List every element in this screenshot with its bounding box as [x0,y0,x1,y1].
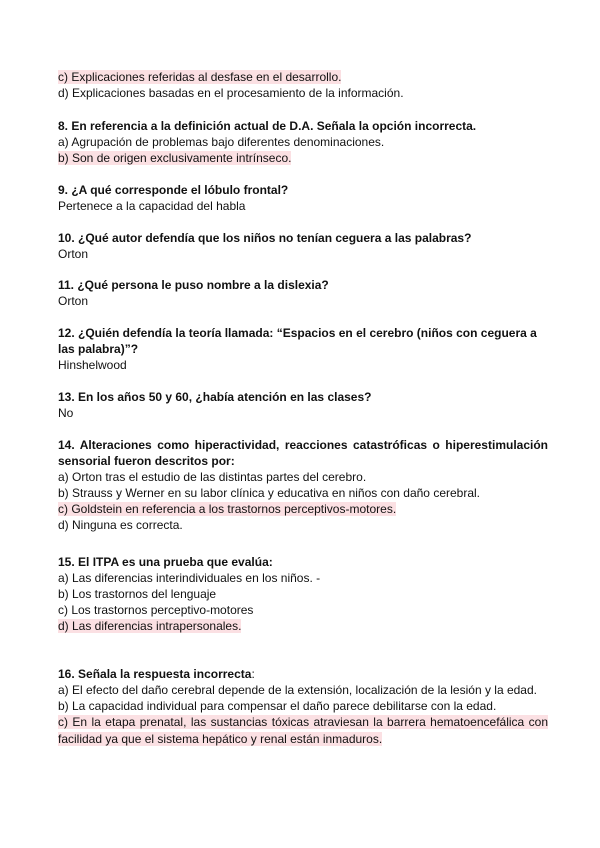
question-12-title: 12. ¿Quién defendía la teoría llamada: “Espacios en el cerebro (niños con ceguera a las palabra)”? [58,326,537,356]
question-11 [58,277,548,309]
question-12 [58,325,548,373]
option-c-highlighted: c) Explicaciones referidas al desfase en el desarrollo. [58,70,342,84]
question-8-title: 8. En referencia a la definición actual de D.A. Señala la opción incorrecta. [58,119,477,133]
option-d: d) Ninguna es correcta. [58,518,183,532]
option-c-highlighted: c) En la etapa prenatal, las sustancias tóxicas atraviesan la barrera hematoencefálica con facilidad ya que el sistema hepático y renal están inmaduros. [58,715,548,746]
answer: Orton [58,247,89,261]
option-d-highlighted: d) Las diferencias intrapersonales. [58,619,242,633]
answer: No [58,406,74,420]
option-b: b) Strauss y Werner en su labor clínica y educativa en niños con daño cerebral. [58,486,481,500]
question-9-title: 9. ¿A qué corresponde el lóbulo frontal? [58,183,289,197]
question-10 [58,230,548,262]
question-10-title: 10. ¿Qué autor defendía que los niños no tenían ceguera a las palabras? [58,231,472,245]
question-15-title: 15. El ITPA es una prueba que evalúa: [58,555,273,569]
question-14 [58,437,548,533]
option-b-highlighted: b) Son de origen exclusivamente intrínseco. [58,151,292,165]
option-c: c) Los trastornos perceptivo-motores [58,603,254,617]
answer: Orton [58,294,89,308]
option-b: b) Los trastornos del lenguaje [58,587,217,601]
option-c-highlighted: c) Goldstein en referencia a los trastornos perceptivos-motores. [58,502,397,516]
question-13 [58,389,548,421]
option-a: a) Las diferencias interindividuales en los niños. - [58,571,321,585]
question-16 [58,666,548,748]
answer: Hinshelwood [58,358,127,372]
question-9 [58,182,548,214]
question-14-title: 14. Alteraciones como hiperactividad, reacciones catastróficas o hiperestimulación sensorial fueron descritos por: [58,438,548,468]
option-d: d) Explicaciones basadas en el procesamiento de la información. [58,86,404,100]
answer: Pertenece a la capacidad del habla [58,199,246,213]
previous-question-options [58,69,548,101]
question-15 [58,554,548,634]
option-a: a) Agrupación de problemas bajo diferentes denominaciones. [58,135,385,149]
question-16-title: 16. Señala la respuesta incorrecta [58,667,252,681]
option-a: a) Orton tras el estudio de las distintas partes del cerebro. [58,470,367,484]
option-a: a) El efecto del daño cerebral depende de la extensión, localización de la lesión y la edad. [58,683,537,697]
question-16-title-colon: : [251,667,255,681]
question-11-title: 11. ¿Qué persona le puso nombre a la dislexia? [58,278,329,292]
question-8 [58,118,548,166]
option-b: b) La capacidad individual para compensar el daño parece debilitarse con la edad. [58,699,497,713]
question-13-title: 13. En los años 50 y 60, ¿había atención en las clases? [58,390,372,404]
